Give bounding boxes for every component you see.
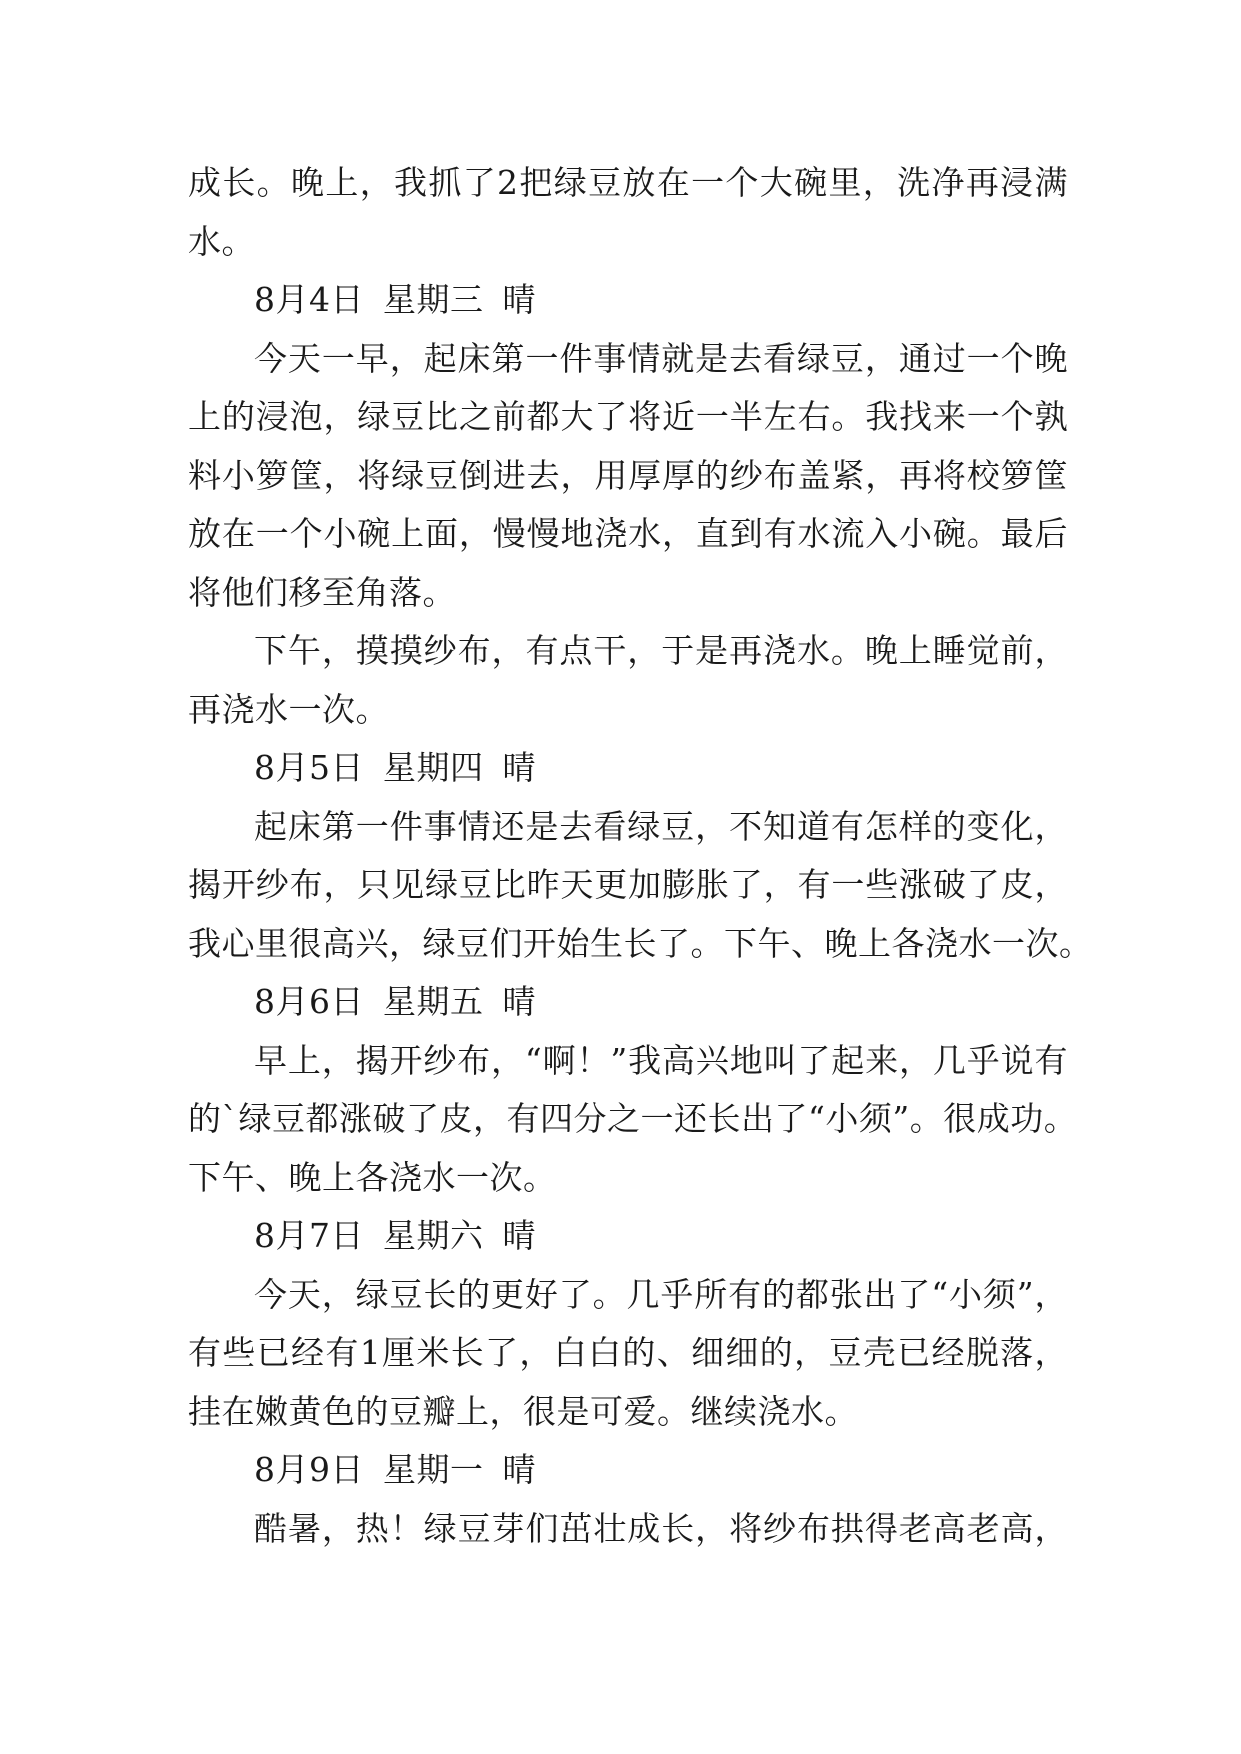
text-line: 上的浸泡，绿豆比之前都大了将近一半左右。我找来一个孰 xyxy=(188,397,1068,436)
text-line: 的`绿豆都涨破了皮，有四分之一还长出了“小须”。很成功。 xyxy=(188,1099,1078,1138)
text-line: 挂在嫩黄色的豆瓣上，很是可爱。继续浇水。 xyxy=(188,1391,858,1431)
diary-date-heading: 8月5日 星期四 晴 xyxy=(254,748,536,787)
text-line: 下午、晚上各浇水一次。 xyxy=(188,1157,557,1197)
paragraph-first-line: 起床第一件事情还是去看绿豆，不知道有怎样的变化， xyxy=(254,806,1068,846)
diary-date-heading: 8月7日 星期六 晴 xyxy=(254,1216,536,1255)
text-line: 料小箩筐，将绿豆倒进去，用厚厚的纱布盖紧，再将校箩筐 xyxy=(188,455,1068,495)
paragraph-first-line: 酷暑，热！绿豆芽们茁壮成长，将纱布拱得老高老高， xyxy=(254,1508,1068,1548)
paragraph-first-line: 下午，摸摸纱布，有点干，于是再浇水。晚上睡觉前， xyxy=(254,631,1068,670)
paragraph-first-line: 早上，揭开纱布，“啊！”我高兴地叫了起来，几乎说有 xyxy=(254,1040,1068,1080)
diary-text xyxy=(188,154,1093,1558)
text-line: 将他们移至角落。 xyxy=(188,572,456,612)
text-line: 成长。晚上，我抓了2把绿豆放在一个大碗里，洗净再浸满 xyxy=(188,163,1068,202)
text-line: 再浇水一次。 xyxy=(188,689,389,729)
diary-date-heading: 8月4日 星期三 晴 xyxy=(254,280,536,319)
text-line: 有些已经有1厘米长了，白白的、细细的，豆壳已经脱落， xyxy=(188,1333,1068,1372)
text-line: 水。 xyxy=(188,221,255,261)
diary-date-heading: 8月9日 星期一 晴 xyxy=(254,1450,536,1489)
paragraph-first-line: 今天，绿豆长的更好了。几乎所有的都张出了“小须”， xyxy=(254,1274,1068,1314)
text-line: 我心里很高兴，绿豆们开始生长了。下午、晚上各浇水一次。 xyxy=(188,923,1093,963)
text-line: 揭开纱布，只见绿豆比昨天更加膨胀了，有一些涨破了皮， xyxy=(188,865,1068,904)
text-line: 放在一个小碗上面，慢慢地浇水，直到有水流入小碗。最后 xyxy=(188,514,1068,553)
diary-date-heading: 8月6日 星期五 晴 xyxy=(254,982,536,1021)
paragraph-first-line: 今天一早，起床第一件事情就是去看绿豆，通过一个晚 xyxy=(254,338,1068,378)
